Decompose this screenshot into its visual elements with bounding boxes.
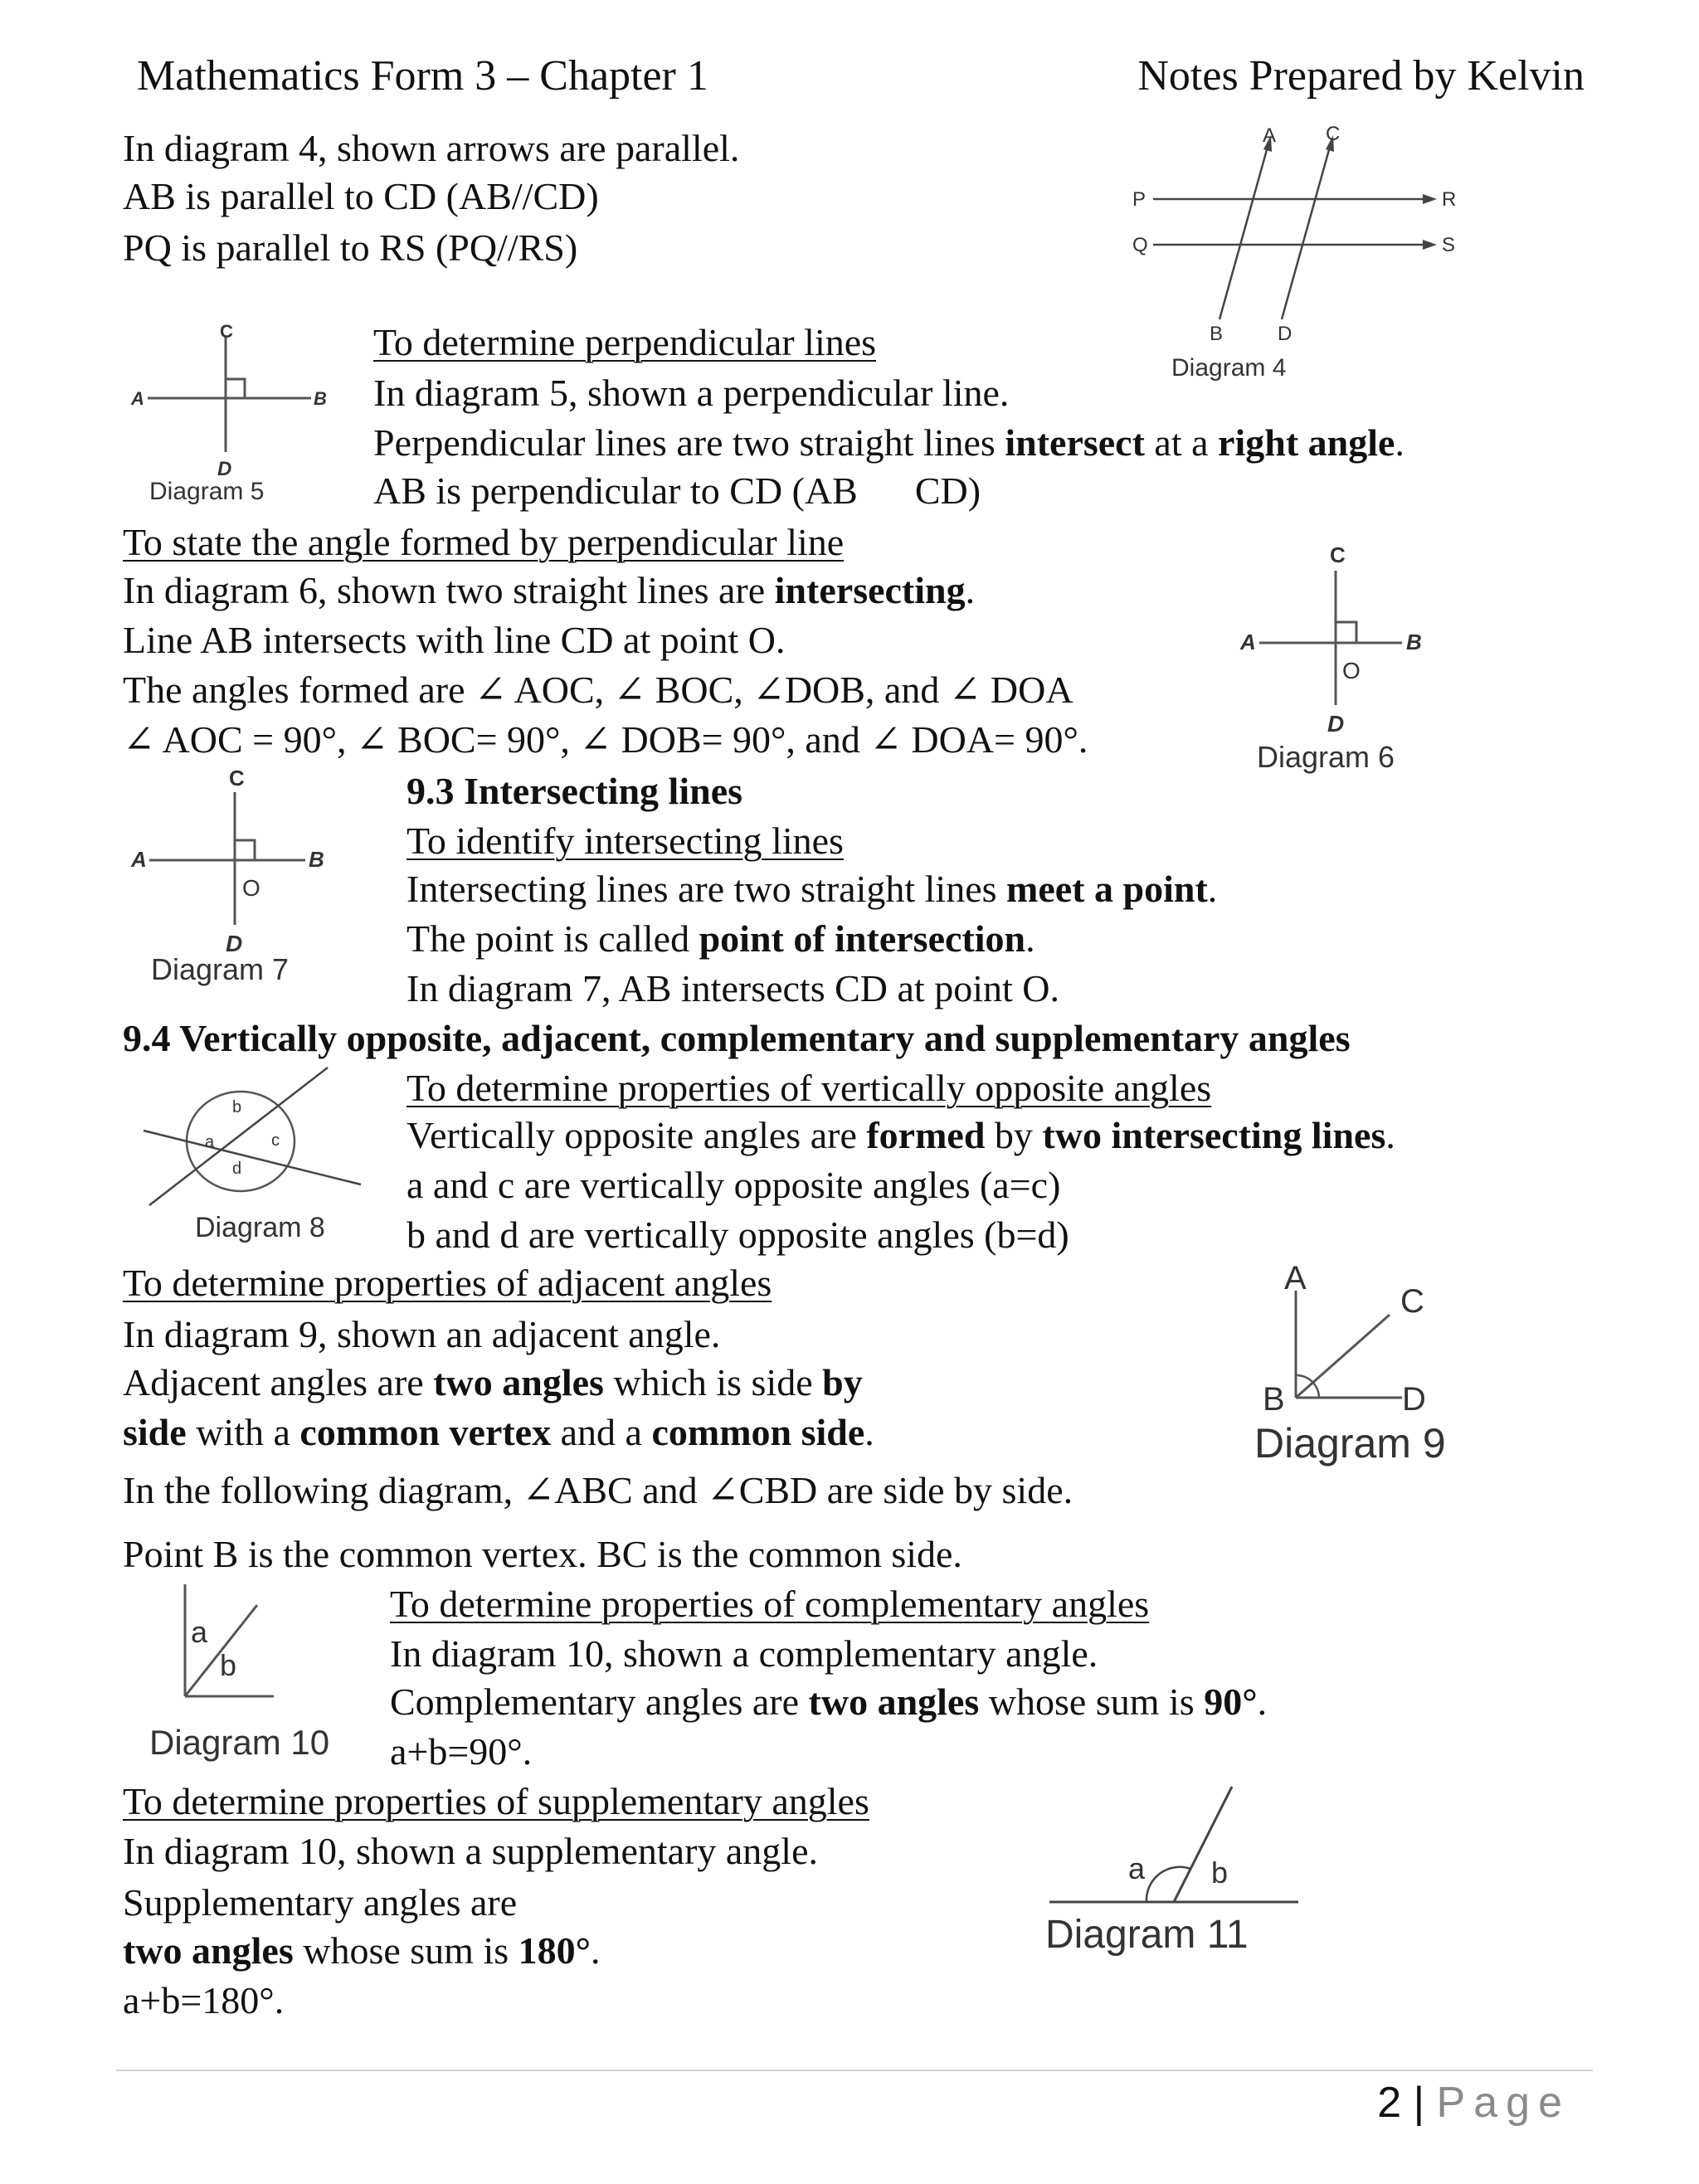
- d7-label-a: A: [131, 847, 147, 872]
- d11-caption: Diagram 11: [1045, 1913, 1249, 1957]
- d6-label-c: C: [1330, 542, 1346, 567]
- d4-label-b: B: [1210, 323, 1224, 345]
- d5-label-a: A: [131, 388, 144, 409]
- angle-formed-heading: To state the angle formed by perpendicular line: [123, 521, 845, 563]
- parallel-line-1: In diagram 4, shown arrows are parallel.: [123, 127, 740, 169]
- supplementary-line-4: a+b=180°.: [123, 1979, 285, 2021]
- intersecting-title: 9.3 Intersecting lines: [406, 770, 743, 812]
- d8-label-b: b: [232, 1098, 242, 1116]
- perpendicular-line-2: Perpendicular lines are two straight lines intersect at a right angle.: [373, 421, 1404, 464]
- d10-caption: Diagram 10: [149, 1723, 330, 1762]
- supplementary-line-3: two angles whose sum is 180°.: [123, 1929, 601, 1972]
- d10-label-b: b: [220, 1648, 237, 1682]
- d8-label-a: a: [205, 1133, 215, 1151]
- d4-label-a: A: [1263, 124, 1277, 147]
- d9-label-a: A: [1284, 1260, 1307, 1296]
- diagram-6: [1236, 539, 1452, 788]
- adjacent-heading: To determine properties of adjacent angles: [123, 1262, 772, 1304]
- d7-caption: Diagram 7: [151, 952, 290, 986]
- d11-label-b: b: [1211, 1856, 1229, 1890]
- vertical-line-2: a and c are vertically opposite angles (a=c): [406, 1164, 1061, 1206]
- d4-label-s: S: [1442, 234, 1456, 256]
- angle-formed-line-1: In diagram 6, shown two straight lines are intersecting.: [123, 569, 976, 611]
- diagram-4: [1112, 120, 1460, 394]
- adjacent-line-5: Point B is the common vertex. BC is the common side.: [123, 1533, 962, 1575]
- d7-label-o: O: [242, 875, 260, 901]
- perpendicular-heading: To determine perpendicular lines: [373, 321, 877, 363]
- complementary-line-3: a+b=90°.: [390, 1730, 533, 1773]
- header-left: Mathematics Form 3 – Chapter 1: [137, 52, 708, 100]
- parallel-line-2: AB is parallel to CD (AB//CD): [123, 175, 599, 217]
- d8-label-c: c: [271, 1131, 280, 1150]
- d9-caption: Diagram 9: [1254, 1420, 1446, 1467]
- page-number-separator: |: [1413, 2079, 1425, 2127]
- vertical-line-1: Vertically opposite angles are formed by two intersecting lines.: [406, 1114, 1395, 1156]
- complementary-heading: To determine properties of complementary angles: [390, 1583, 1150, 1625]
- d8-label-d: d: [232, 1160, 242, 1178]
- d6-label-o: O: [1342, 658, 1361, 683]
- d8-caption: Diagram 8: [195, 1212, 325, 1243]
- diagram-9: [1244, 1261, 1493, 1485]
- d6-label-d: D: [1327, 711, 1345, 737]
- d4-label-r: R: [1442, 188, 1457, 211]
- diagram-10: [145, 1580, 369, 1763]
- diagram-7: [124, 767, 357, 1000]
- d6-caption: Diagram 6: [1257, 740, 1395, 774]
- diagram-5: [124, 319, 340, 510]
- d6-label-b: B: [1406, 630, 1422, 654]
- angle-formed-line-3: The angles formed are ∠ AOC, ∠ BOC, ∠DOB, and ∠ DOA: [123, 669, 1073, 711]
- d5-label-b: B: [314, 388, 327, 409]
- d4-label-c: C: [1326, 123, 1341, 145]
- page-number: [1377, 2078, 1570, 2128]
- d10-label-a: a: [191, 1615, 208, 1649]
- adjacent-line-4: In the following diagram, ∠ABC and ∠CBD are side by side.: [123, 1469, 1073, 1511]
- d11-label-a: a: [1128, 1851, 1146, 1885]
- diagram-11: [1045, 1782, 1319, 1964]
- diagram-8: [129, 1064, 377, 1255]
- d4-caption: Diagram 4: [1171, 354, 1287, 382]
- perpendicular-line-3: AB is perpendicular to CD (AB CD): [373, 469, 981, 512]
- supplementary-heading: To determine properties of supplementary angles: [123, 1780, 869, 1822]
- section-94-title: 9.4 Vertically opposite, adjacent, complementary and supplementary angles: [123, 1017, 1351, 1059]
- intersecting-heading: To identify intersecting lines: [406, 820, 844, 862]
- angle-formed-line-4: ∠ AOC = 90°, ∠ BOC= 90°, ∠ DOB= 90°, and ∠ DOA= 90°.: [123, 718, 1088, 761]
- d5-caption: Diagram 5: [149, 478, 265, 505]
- d7-label-c: C: [229, 766, 245, 790]
- d9-label-c: C: [1400, 1283, 1424, 1320]
- parallel-line-3: PQ is parallel to RS (PQ//RS): [123, 226, 578, 269]
- adjacent-line-1: In diagram 9, shown an adjacent angle.: [123, 1313, 721, 1355]
- complementary-line-2: Complementary angles are two angles whose sum is 90°.: [390, 1681, 1268, 1723]
- d5-label-c: C: [220, 321, 233, 342]
- page-word: Page: [1436, 2079, 1570, 2127]
- vertical-heading: To determine properties of vertically opposite angles: [406, 1067, 1212, 1109]
- angle-formed-line-2: Line AB intersects with line CD at point O.: [123, 619, 786, 661]
- d4-label-p: P: [1132, 188, 1146, 211]
- d6-label-a: A: [1240, 630, 1256, 654]
- intersecting-line-3: In diagram 7, AB intersects CD at point O.: [406, 967, 1059, 1009]
- header-right: Notes Prepared by Kelvin: [1137, 52, 1585, 100]
- d9-label-b: B: [1263, 1381, 1285, 1418]
- vertical-line-3: b and d are vertically opposite angles (b=d): [406, 1214, 1069, 1256]
- perpendicular-line-1: In diagram 5, shown a perpendicular line.: [373, 372, 1010, 414]
- adjacent-line-3: side with a common vertex and a common side.: [123, 1411, 874, 1453]
- footer-divider: [116, 2070, 1593, 2071]
- d5-label-d: D: [217, 458, 232, 480]
- intersecting-line-1: Intersecting lines are two straight lines meet a point.: [406, 868, 1218, 910]
- complementary-line-1: In diagram 10, shown a complementary angle.: [390, 1632, 1098, 1675]
- page-number-value: 2: [1377, 2079, 1402, 2127]
- supplementary-line-2: Supplementary angles are: [123, 1881, 518, 1924]
- intersecting-line-2: The point is called point of intersection.: [406, 917, 1035, 960]
- d7-label-d: D: [226, 931, 243, 956]
- d7-label-b: B: [309, 847, 324, 872]
- d9-label-d: D: [1402, 1381, 1426, 1418]
- d4-label-q: Q: [1132, 234, 1148, 256]
- adjacent-line-2: Adjacent angles are two angles which is side by: [123, 1361, 863, 1403]
- supplementary-line-1: In diagram 10, shown a supplementary angle.: [123, 1830, 818, 1872]
- d4-label-d: D: [1278, 323, 1293, 345]
